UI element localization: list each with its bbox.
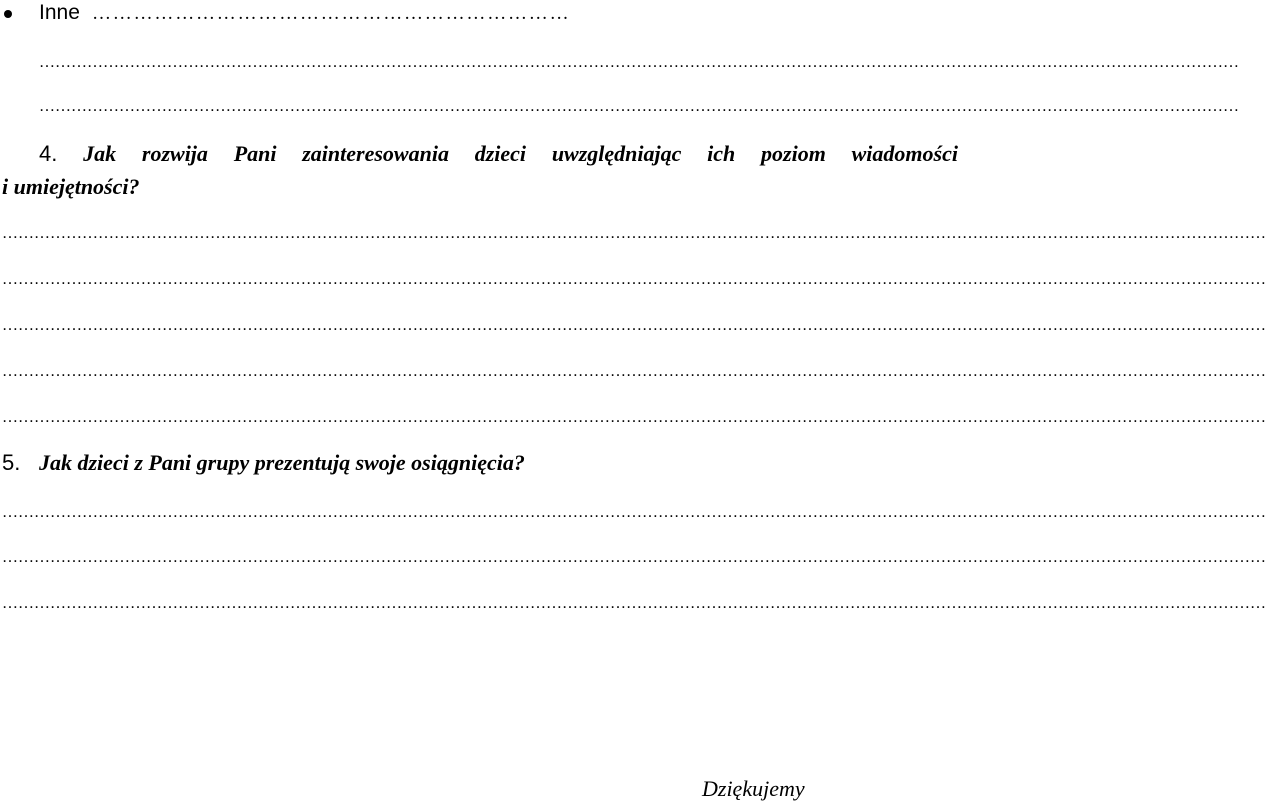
question-4-answer-line: …………………………………………………………………………………………………………………………………………………………………………………………………………………	[2, 317, 1266, 334]
question-4-word: ich	[707, 141, 736, 166]
thank-you-note: Dziękujemy	[702, 776, 805, 801]
question-5-answer-line: …………………………………………………………………………………………………………………………………………………………………………………………………………………	[2, 504, 1266, 521]
question-4-answer-line: …………………………………………………………………………………………………………………………………………………………………………………………………………………	[2, 271, 1266, 288]
option-other-answer-line: ………………………………………………………………………………………………………………………………………………………………………………………………………	[39, 98, 1239, 115]
question-4-text-line-2: i umiejętności?	[2, 174, 140, 199]
option-other-answer-line: ………………………………………………………………………………………………………………………………………………………………………………………………………	[39, 54, 1239, 71]
question-4-heading	[39, 143, 958, 165]
question-5-number: 5.	[2, 450, 21, 475]
question-4-word: Jak	[83, 141, 117, 166]
question-4-word: poziom	[761, 141, 826, 166]
option-other-label: Inne	[39, 1, 80, 24]
question-5-text: Jak dzieci z Pani grupy prezentują swoje osiągnięcia?	[39, 450, 525, 475]
question-4-word: Pani	[233, 141, 277, 166]
question-4-word: uwzględniając	[551, 141, 682, 166]
question-5-answer-line: …………………………………………………………………………………………………………………………………………………………………………………………………………………	[2, 595, 1266, 612]
question-4-word: wiadomości	[851, 141, 958, 166]
question-4-answer-line: …………………………………………………………………………………………………………………………………………………………………………………………………………………	[2, 363, 1266, 380]
question-4-word: rozwija	[141, 141, 208, 166]
bullet-icon	[4, 10, 12, 18]
question-4-number: 4.	[39, 141, 58, 166]
question-4-answer-line: …………………………………………………………………………………………………………………………………………………………………………………………………………………	[2, 409, 1266, 426]
question-4-answer-line: …………………………………………………………………………………………………………………………………………………………………………………………………………………	[2, 225, 1266, 242]
question-4-word: dzieci	[474, 141, 527, 166]
question-4-word: zainteresowania	[302, 141, 449, 166]
option-other-fill-line: ……………………………………………………………	[92, 3, 571, 24]
question-5-answer-line: …………………………………………………………………………………………………………………………………………………………………………………………………………………	[2, 549, 1266, 566]
